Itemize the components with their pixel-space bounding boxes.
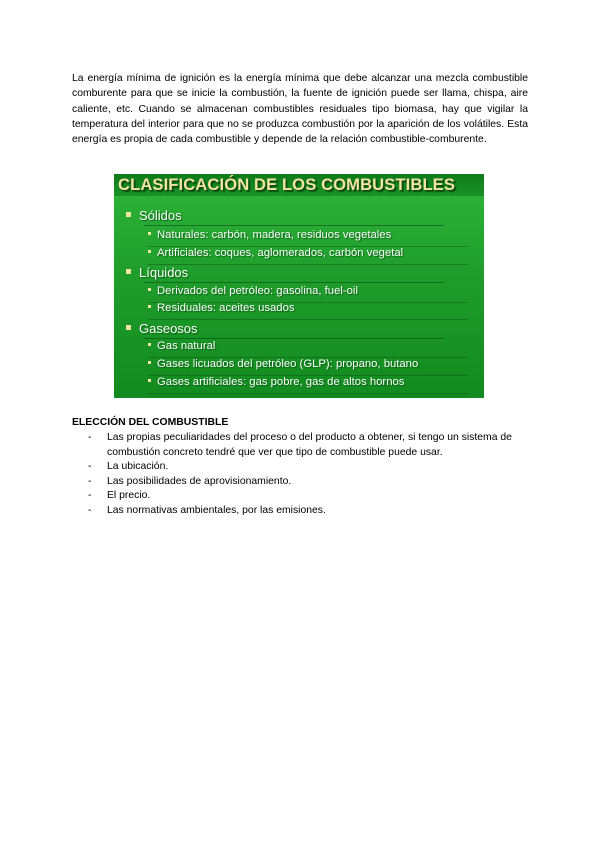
slide-item-text: Gas natural bbox=[157, 340, 216, 352]
list-item bbox=[88, 431, 528, 460]
square-bullet-icon bbox=[148, 305, 151, 308]
slide-group-gaseosos bbox=[126, 321, 198, 336]
dash-bullet-icon: - bbox=[88, 504, 92, 516]
slide-divider bbox=[144, 282, 444, 283]
list-item bbox=[88, 460, 528, 475]
list-item bbox=[88, 504, 528, 519]
square-bullet-icon bbox=[126, 269, 131, 274]
list-item-text: La ubicación. bbox=[107, 461, 169, 472]
slide-item bbox=[148, 229, 468, 247]
square-bullet-icon bbox=[148, 288, 151, 291]
list-item bbox=[88, 489, 528, 504]
square-bullet-icon bbox=[148, 361, 151, 364]
square-bullet-icon bbox=[148, 232, 151, 235]
slide-item bbox=[148, 302, 468, 320]
slide-item bbox=[148, 285, 468, 303]
slide-item-text: Gases licuados del petróleo (GLP): propano, butano bbox=[157, 358, 419, 370]
square-bullet-icon bbox=[126, 212, 131, 217]
slide-group-label: Sólidos bbox=[139, 208, 182, 223]
dash-bullet-icon: - bbox=[88, 475, 92, 487]
slide-group-liquidos bbox=[126, 265, 188, 280]
slide-group-label: Gaseosos bbox=[139, 321, 198, 336]
slide-group-label: Líquidos bbox=[139, 265, 189, 280]
slide-item bbox=[148, 247, 468, 265]
slide-title: CLASIFICACIÓN DE LOS COMBUSTIBLES bbox=[118, 175, 456, 194]
square-bullet-icon bbox=[148, 250, 151, 253]
slide-item bbox=[148, 340, 468, 358]
slide-item-text: Gases artificiales: gas pobre, gas de altos hornos bbox=[157, 376, 405, 388]
classification-slide-image bbox=[114, 174, 484, 398]
slide-divider bbox=[144, 225, 444, 226]
intro-paragraph: La energía mínima de ignición es la energía mínima que debe alcanzar una mezcla combustible comburente para que se inicie la combustión, la fuente de ignición puede ser llama, chispa, aire caliente, etc. Cuando se almacenan combustibles residuales tipo biomasa, hay que vigilar la temperatura del interior para que no se produzca combustión por la aparición de los volátiles. Esta energía es propia de cada combustible y depende de la relación combustible-comburente. bbox=[72, 73, 528, 146]
slide-item-text: Artificiales: coques, aglomerados, carbón vegetal bbox=[157, 247, 404, 259]
section-heading: ELECCIÓN DEL COMBUSTIBLE bbox=[72, 417, 229, 428]
slide-divider bbox=[144, 338, 444, 339]
dash-bullet-icon: - bbox=[88, 461, 92, 472]
slide-item-text: Naturales: carbón, madera, residuos vegetales bbox=[157, 229, 392, 241]
dash-bullet-icon: - bbox=[88, 490, 92, 501]
square-bullet-icon bbox=[148, 379, 151, 382]
list-item-text: Las normativas ambientales, por las emisiones. bbox=[107, 504, 326, 516]
slide-item bbox=[148, 358, 468, 376]
slide-item-text: Derivados del petróleo: gasolina, fuel-oil bbox=[157, 285, 358, 297]
dash-bullet-icon: - bbox=[88, 432, 92, 443]
slide-item bbox=[148, 376, 468, 394]
square-bullet-icon bbox=[148, 343, 151, 346]
slide-group-solidos bbox=[126, 208, 182, 223]
list-item-text: Las posibilidades de aprovisionamiento. bbox=[107, 475, 292, 487]
square-bullet-icon bbox=[126, 325, 131, 330]
selection-criteria-list bbox=[88, 431, 528, 518]
list-item bbox=[88, 475, 528, 490]
slide-item-text: Residuales: aceites usados bbox=[157, 302, 295, 314]
list-item-text: El precio. bbox=[107, 490, 151, 501]
list-item-text: Las propias peculiaridades del proceso o del producto a obtener, si tengo un sistema de combustión concreto tendré que ver que tipo de combustible puede usar. bbox=[107, 432, 512, 458]
